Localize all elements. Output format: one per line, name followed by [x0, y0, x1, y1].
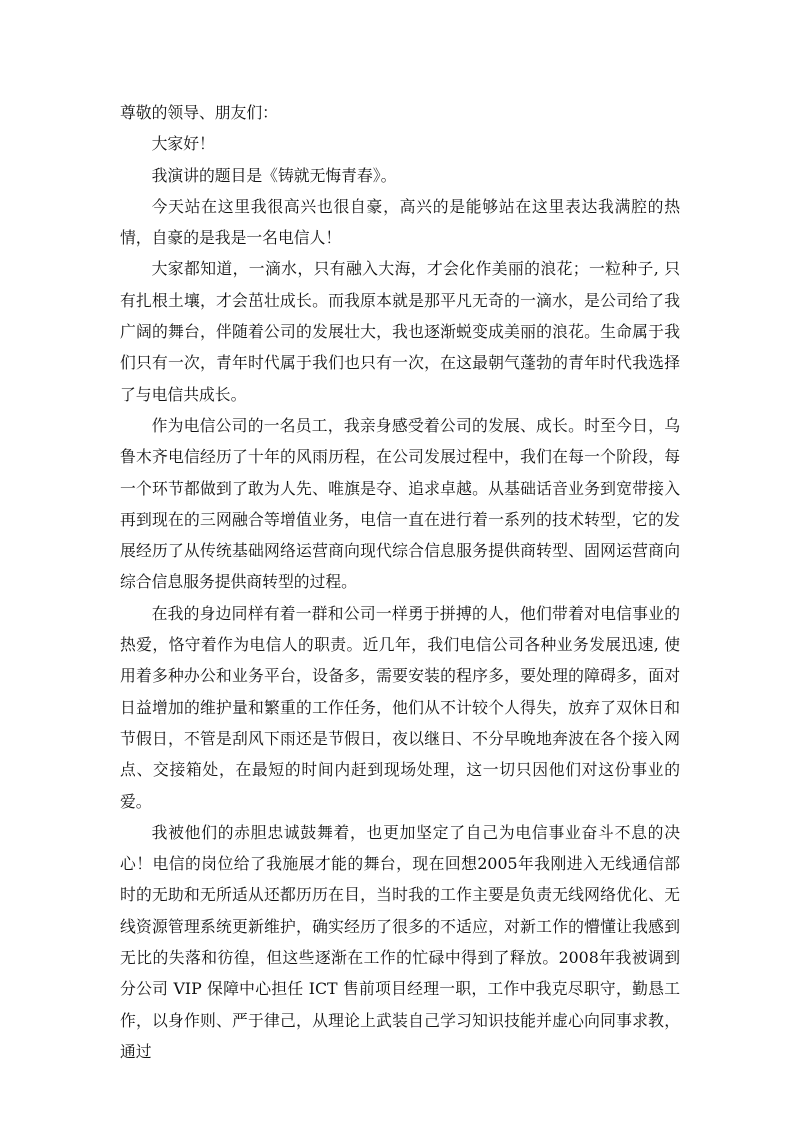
paragraph: 今天站在这里我很高兴也很自豪，高兴的是能够站在这里表达我满腔的热情，自豪的是我是一名电信人！ — [120, 196, 680, 248]
paragraph: 在我的身边同样有着一群和公司一样勇于拼搏的人，他们带着对电信事业的热爱，恪守着作为电信人的职责。近几年，我们电信公司各种业务发展迅速, 使用着多种办公和业务平台，设备多，需要安装的程序多，要处理的障碍多，面对日益增加的维护量和繁重的工作任务，他们从不计较个人得失，放弃了双休日和节假日，不管是刮风下雨还是节假日，夜以继日、不分早晚地奔波在各个接入网点、交接箱处，在最短的时间内赶到现场处理，这一切只因他们对这份事业的爱。 — [120, 603, 680, 811]
paragraph: 大家都知道，一滴水，只有融入大海，才会化作美丽的浪花；一粒种子, 只有扎根土壤，才会茁壮成长。而我原本就是那平凡无奇的一滴水，是公司给了我广阔的舞台，伴随着公司的发展壮大，我也逐渐蜕变成美丽的浪花。生命属于我们只有一次，青年时代属于我们也只有一次，在这最朝气蓬勃的青年时代我选择了与电信共成长。 — [120, 259, 680, 404]
paragraph-greeting: 大家好！ — [151, 134, 215, 154]
paragraph: 作为电信公司的一名员工，我亲身感受着公司的发展、成长。时至今日，乌鲁木齐电信经历了十年的风雨历程，在公司发展过程中，我们在每一个阶段，每一个环节都做到了敢为人先、唯旗是夺、追求卓越。从基础话音业务到宽带接入再到现在的三网融合等增值业务，电信一直在进行着一系列的技术转型，它的发展经历了从传统基础网络运营商向现代综合信息服务提供商转型、固网运营商向综合信息服务提供商转型的过程。 — [120, 415, 680, 592]
salutation: 尊敬的领导、朋友们： — [120, 103, 278, 122]
paragraph-topic: 我演讲的题目是《铸就无悔青春》。 — [151, 165, 397, 185]
speech-body — [120, 97, 680, 1067]
paragraph: 我被他们的赤胆忠诚鼓舞着，也更加坚定了自己为电信事业奋斗不息的决心！电信的岗位给了我施展才能的舞台，现在回想2005年我刚进入无线通信部时的无助和无所适从还都历历在目，当时我的工作主要是负责无线网络优化、无线资源管理系统更新维护，确实经历了很多的不适应，对新工作的懵懂让我感到无比的失落和彷徨，但这些逐渐在工作的忙碌中得到了释放。2008年我被调到分公司 VIP 保障中心担任 ICT 售前项目经理一职，工作中我克尽职守，勤恳工作，以身作则、严于律己，从理论上武装自己学习知识技能并虚心向同事求教，通过 — [120, 822, 680, 1061]
